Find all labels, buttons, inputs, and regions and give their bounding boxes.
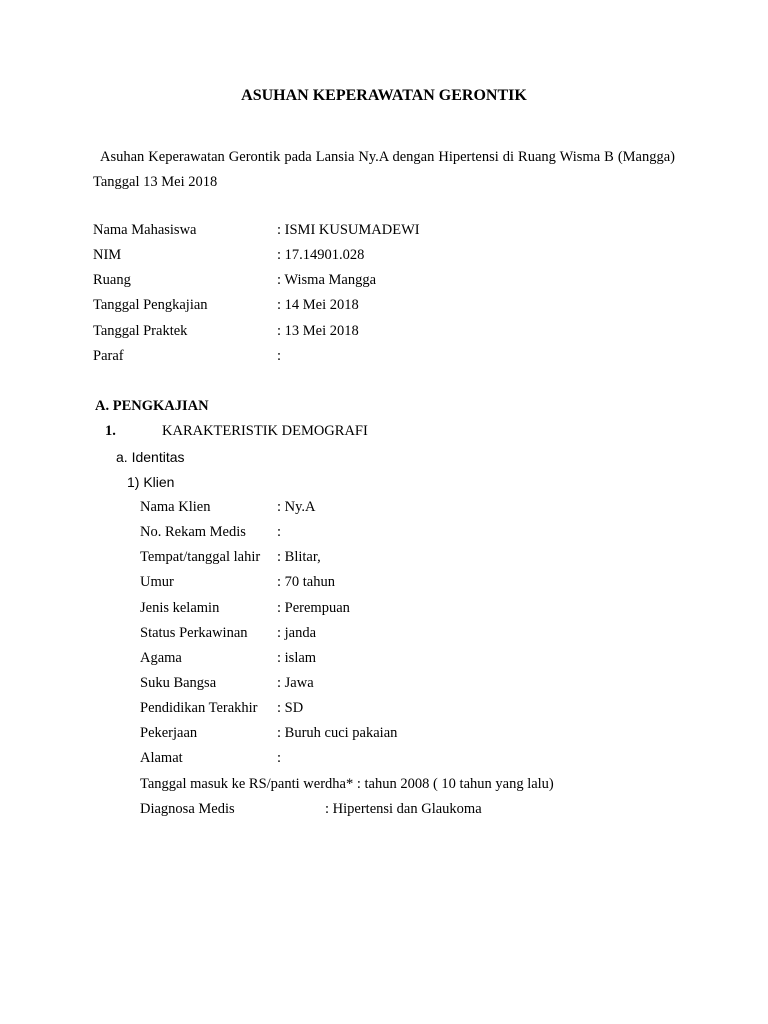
client-info-value: : Buruh cuci pakaian xyxy=(277,725,398,741)
client-info-label: Suku Bangsa xyxy=(140,675,217,691)
admission-line: Tanggal masuk ke RS/panti werdha* : tahun 2008 ( 10 tahun yang lalu) xyxy=(140,776,554,792)
client-info-label: Umur xyxy=(140,574,174,590)
client-info-value: : SD xyxy=(277,700,304,716)
student-info-value: : 14 Mei 2018 xyxy=(277,297,359,313)
subsection-title: KARAKTERISTIK DEMOGRAFI xyxy=(162,423,368,439)
client-info-value: : islam xyxy=(277,650,317,666)
client-info-label: Alamat xyxy=(140,750,183,766)
client-info-value: : Ny.A xyxy=(277,499,316,515)
student-info-value: : xyxy=(277,348,282,364)
student-info-value: : 17.14901.028 xyxy=(277,247,365,263)
client-info-label: Nama Klien xyxy=(140,499,211,515)
student-info-label: Paraf xyxy=(93,348,124,364)
client-info-value: : Perempuan xyxy=(277,600,350,616)
client-info-label: Pendidikan Terakhir xyxy=(140,700,258,716)
student-info-value: : Wisma Mangga xyxy=(277,272,377,288)
student-info-label: NIM xyxy=(93,247,122,263)
student-info-label: Ruang xyxy=(93,272,131,288)
student-info-label: Tanggal Pengkajian xyxy=(93,297,208,313)
client-info-label: Pekerjaan xyxy=(140,725,198,741)
client-info-label: Tempat/tanggal lahir xyxy=(140,549,261,565)
student-info-value: : ISMI KUSUMADEWI xyxy=(277,222,420,238)
client-info-label: No. Rekam Medis xyxy=(140,524,246,540)
section-heading: A. PENGKAJIAN xyxy=(95,398,209,414)
client-info-value: : janda xyxy=(277,625,317,641)
subsection-number: 1. xyxy=(105,423,116,439)
client-info-value: : Jawa xyxy=(277,675,314,691)
client-info-label: Agama xyxy=(140,650,182,666)
item-identitas: a. Identitas xyxy=(116,449,185,465)
student-info-label: Tanggal Praktek xyxy=(93,323,188,339)
student-info-value: : 13 Mei 2018 xyxy=(277,323,359,339)
document-title: ASUHAN KEPERAWATAN GERONTIK xyxy=(241,87,527,104)
client-info-value: : Blitar, xyxy=(277,549,321,565)
client-info-value: : xyxy=(277,750,282,766)
client-info-label: Status Perkawinan xyxy=(140,625,248,641)
client-info-value: : 70 tahun xyxy=(277,574,335,590)
intro-paragraph: Asuhan Keperawatan Gerontik pada Lansia Ny.A dengan Hipertensi di Ruang Wisma B (Mangga) Tanggal 13 Mei 2018 xyxy=(93,149,675,190)
diagnosis-value: : Hipertensi dan Glaukoma xyxy=(325,801,482,817)
item-klien: 1) Klien xyxy=(127,474,175,490)
client-info-label: Jenis kelamin xyxy=(140,600,220,616)
student-info-label: Nama Mahasiswa xyxy=(93,222,197,238)
diagnosis-label: Diagnosa Medis xyxy=(140,801,235,817)
client-info-value: : xyxy=(277,524,282,540)
